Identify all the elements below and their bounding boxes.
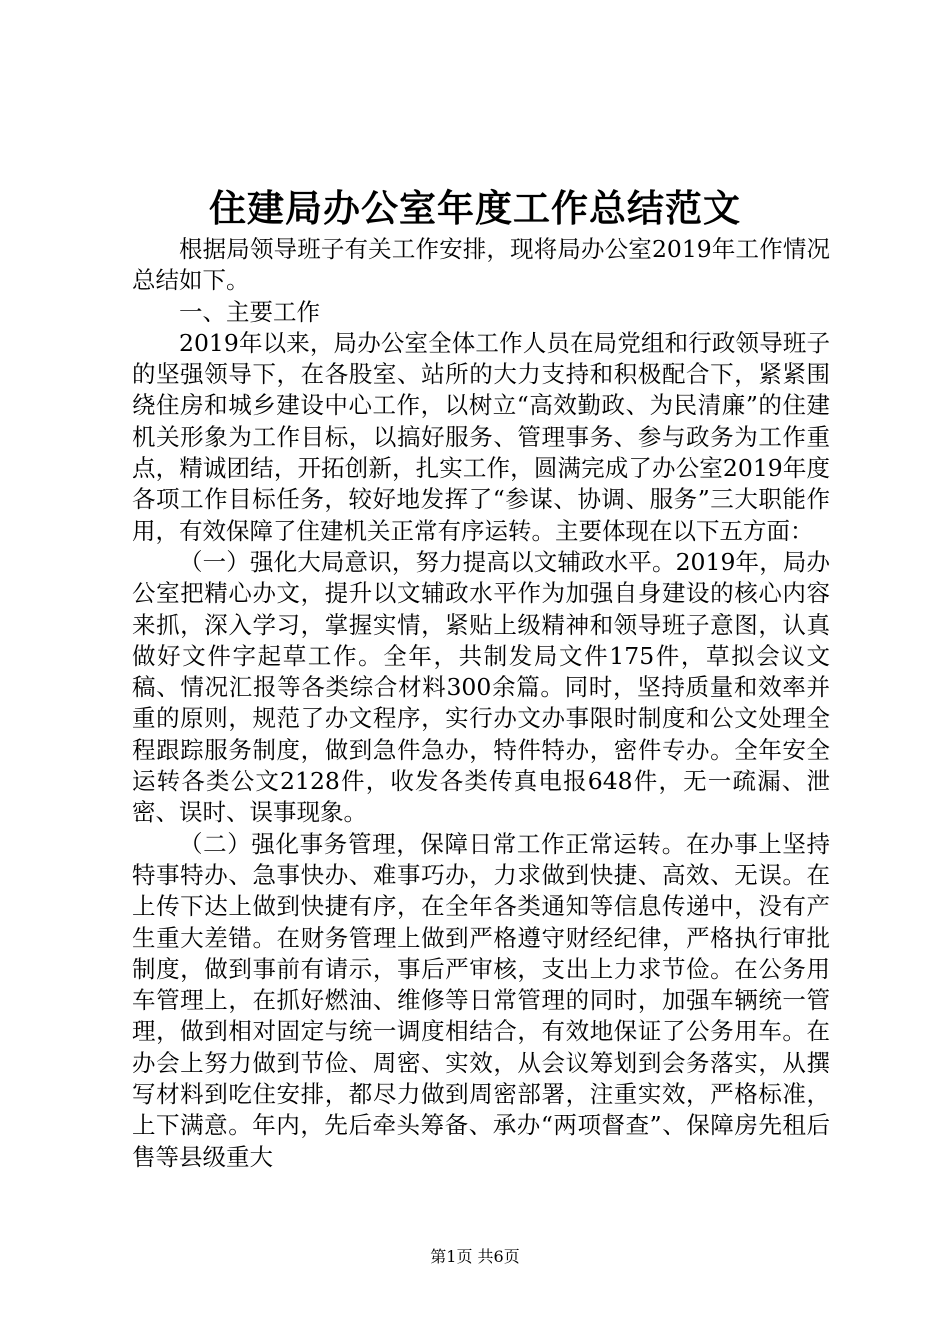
page-number-footer: 第1页 共6页 <box>430 1247 520 1266</box>
document-title: 住建局办公室年度工作总结范文 <box>209 186 741 230</box>
document-body <box>132 234 830 1173</box>
paragraph-item-2: （二）强化事务管理，保障日常工作正常运转。在办事上坚持特事特办、急事快办、难事巧办，力求做到快捷、高效、无误。在上传下达上做到快捷有序，在全年各类通知等信息传递中，没有产生重大差错。在财务管理上做到严格遵守财经纪律，严格执行审批制度，做到事前有请示，事后严审核，支出上力求节俭。在公务用车管理上，在抓好燃油、维修等日常管理的同时，加强车辆统一管理，做到相对固定与统一调度相结合，有效地保证了公务用车。在办会上努力做到节俭、周密、实效，从会议筹划到会务落实，从撰写材料到吃住安排，都尽力做到周密部署，注重实效，严格标准，上下满意。年内，先后牵头筹备、承办“两项督查”、保障房先租后售等县级重大 <box>132 829 830 1171</box>
paragraph-intro: 根据局领导班子有关工作安排，现将局办公室2019年工作情况总结如下。 <box>132 235 830 295</box>
paragraph-overview: 2019年以来，局办公室全体工作人员在局党组和行政领导班子的坚强领导下，在各股室、站所的大力支持和积极配合下，紧紧围绕住房和城乡建设中心工作，以树立“高效勤政、为民清廉”的住建机关形象为工作目标，以搞好服务、管理事务、参与政务为工作重点，精诚团结，开拓创新，扎实工作，圆满完成了办公室2019年度各项工作目标任务，较好地发挥了“参谋、协调、服务”三大职能作用，有效保障了住建机关正常有序运转。主要体现在以下五方面： <box>132 328 830 545</box>
paragraph-item-1: （一）强化大局意识，努力提高以文辅政水平。2019年，局办公室把精心办文，提升以文辅政水平作为加强自身建设的核心内容来抓，深入学习，掌握实情，紧贴上级精神和领导班子意图，认真做好文件字起草工作。全年，共制发局文件175件，草拟会议文稿、情况汇报等各类综合材料300余篇。同时，坚持质量和效率并重的原则，规范了办文程序，实行办文办事限时制度和公文处理全程跟踪服务制度，做到急件急办，特件特办，密件专办。全年安全运转各类公文2128件，收发各类传真电报648件，无一疏漏、泄密、误时、误事现象。 <box>132 547 830 827</box>
section-heading-main-work: 一、主要工作 <box>179 297 320 326</box>
